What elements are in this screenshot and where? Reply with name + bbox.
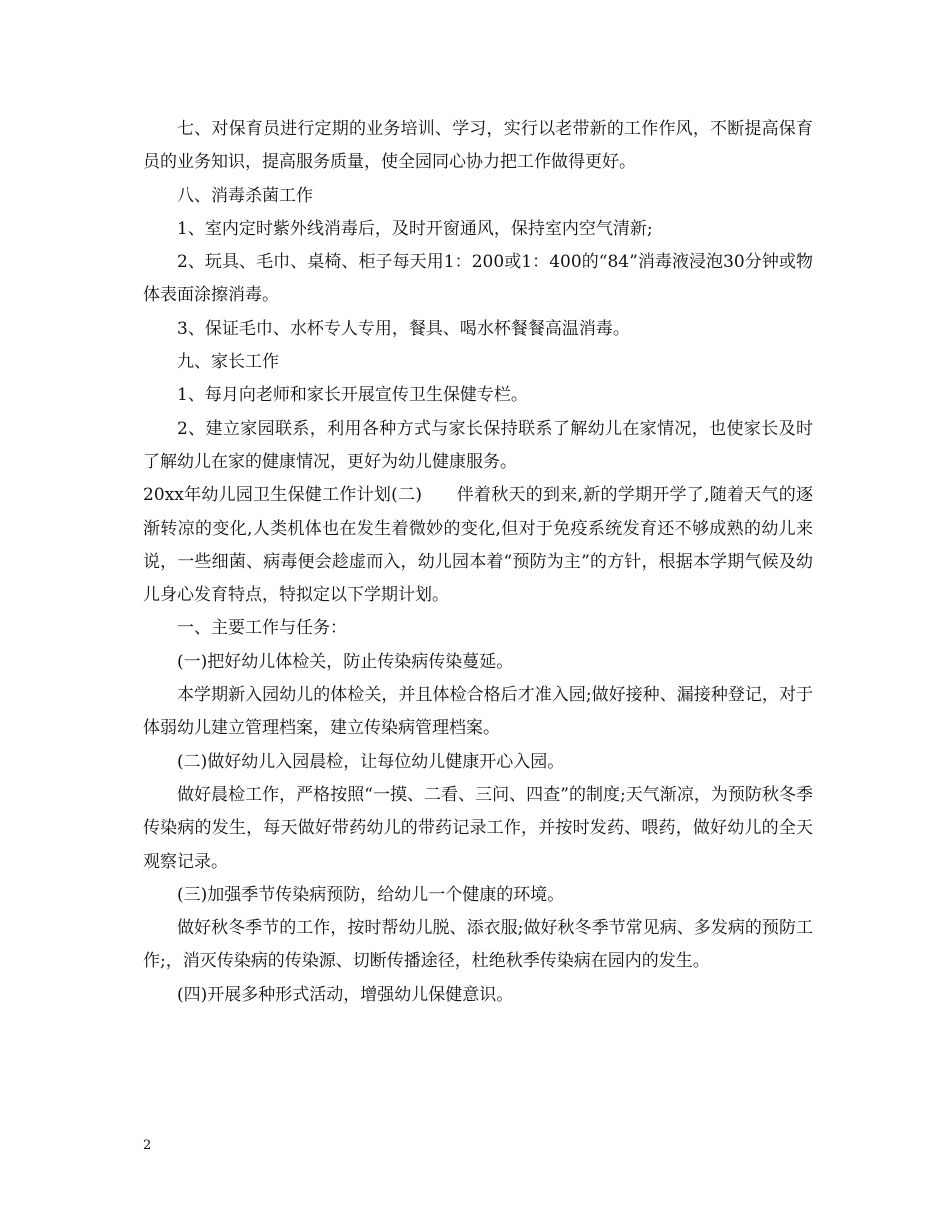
document-body [143,113,813,1012]
paragraph-17: (四)开展多种形式活动，增强幼儿保健意识。 [177,984,514,1005]
paragraph-3: 1、室内定时紫外线消毒后，及时开窗通风，保持室内空气清新; [177,218,653,239]
paragraph-2: 八、消毒杀菌工作 [177,185,313,206]
paragraph-16: 做好秋冬季节的工作，按时帮幼儿脱、添衣服;做好秋冬季节常见病、多发病的预防工作;，消灭传染病的传染源、切断传播途径，杜绝秋季传染病在园内的发生。 [143,918,813,972]
paragraph-12: 本学期新入园幼儿的体检关，并且体检合格后才准入园;做好接种、漏接种登记，对于体弱幼儿建立管理档案，建立传染病管理档案。 [143,685,813,739]
paragraph-4: 2、玩具、毛巾、桌椅、柜子每天用1：200或1：400的“84”消毒液浸泡30分钟或物体表面涂擦消毒。 [143,252,813,306]
paragraph-5: 3、保证毛巾、水杯专人专用，餐具、喝水杯餐餐高温消毒。 [177,318,630,339]
paragraph-1: 七、对保育员进行定期的业务培训、学习，实行以老带新的工作作风，不断提高保育员的业务知识，提高服务质量，使全园同心协力把工作做得更好。 [143,119,813,173]
paragraph-9: 20xx年幼儿园卫生保健工作计划(二) 伴着秋天的到来,新的学期开学了,随着天气的逐渐转凉的变化,人类机体也在发生着微妙的变化,但对于免疫系统发育还不够成熟的幼儿来说，一些细菌、病毒便会趁虚而入，幼儿园本着“预防为主”的方针，根据本学期气候及幼儿身心发育特点，特拟定以下学期计划。 [143,485,813,606]
paragraph-6: 九、家长工作 [177,352,279,373]
paragraph-15: (三)加强季节传染病预防，给幼儿一个健康的环境。 [177,884,565,905]
paragraph-14: 做好晨检工作，严格按照“一摸、二看、三问、四查”的制度;天气渐凉，为预防秋冬季传染病的发生，每天做好带药幼儿的带药记录工作，并按时发药、喂药，做好幼儿的全天观察记录。 [143,784,813,872]
paragraph-7: 1、每月向老师和家长开展宣传卫生保健专栏。 [177,385,528,406]
paragraph-11: (一)把好幼儿体检关，防止传染病传染蔓延。 [177,651,514,672]
page-number: 2 [143,1138,152,1153]
paragraph-13: (二)做好幼儿入园晨检，让每位幼儿健康开心入园。 [177,751,565,772]
paragraph-8: 2、建立家园联系，利用各种方式与家长保持联系了解幼儿在家情况，也使家长及时了解幼儿在家的健康情况，更好为幼儿健康服务。 [143,418,813,472]
paragraph-10: 一、主要工作与任务： [177,618,347,639]
